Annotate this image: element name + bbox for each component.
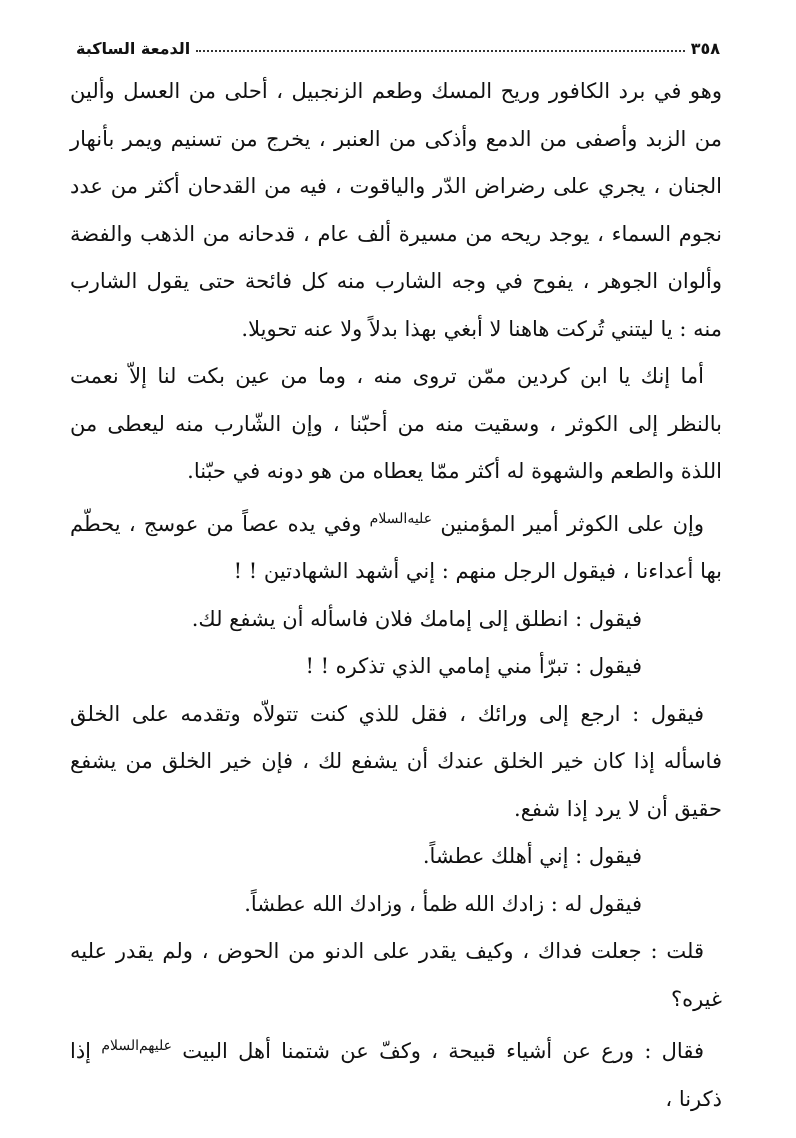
page-number: ٣٥٨ [690,39,720,58]
paragraph-10 [70,1023,722,1123]
paragraph-3-text-c: أعداءنا ، فيقول الرجل منهم : إني أشهد الشهادتين ! ! [233,559,694,583]
page-header [76,28,720,58]
paragraph-9: قلت : جعلت فداك ، وكيف يقدر على الدنو من الحوض ، ولم يقدر عليه غيره؟ [70,939,722,1011]
honorific-symbol: عليهم‌السلام [101,1038,172,1054]
body-text [70,68,722,1123]
paragraph-1: وهو في برد الكافور وريح المسك وطعم الزنجبيل ، أحلى من العسل وألين من الزبد وأصفى من الدمع وأذكى من العنبر ، يخرج من تسنيم ويمر بأنهار الجنان ، يجري على رضراض الدّر والياقوت ، فيه من القدحان أكثر من عدد نجوم السماء ، يوجد ريحه من مسيرة ألف عام ، قدحانه من الذهب والفضة وألوان الجوهر ، يفوح في وجه الشارب منه كل فائحة حتى يقول الشارب منه : يا ليتني تُركت هاهنا لا أبغي بهذا بدلاً ولا عنه تحويلا. [70,79,722,341]
header-dotted-leader [196,50,684,52]
running-title: الدمعة الساكبة [76,39,191,58]
honorific-symbol: عليه‌السلام [369,510,433,527]
paragraph-10-text-a: فقال : ورع عن أشياء قبيحة ، وكفّ عن شتمنا أهل البيت [182,1039,704,1063]
paragraph-10-text-b: إذا ذكرنا ، [70,1039,722,1111]
paragraph-3-text-b: وفي يده عصاً من عوسج ، يحطّم بها [70,511,722,583]
paragraph-8: فيقول له : زادك الله ظمأ ، وزادك الله عطشاً. [244,891,642,916]
paragraph-5: فيقول : تبرّأ مني إمامي الذي تذكره ! ! [305,654,642,678]
paragraph-3 [70,496,722,596]
paragraph-4: فيقول : انطلق إلى إمامك فلان فاسأله أن يشفع لك. [191,606,642,631]
paragraph-7: فيقول : إني أهلك عطشاً. [422,844,642,868]
paragraph-2: أما إنك يا ابن كردين ممّن تروى منه ، وما من عين بكت لنا إلاّ نعمت بالنظر إلى الكوثر ، وسقيت منه من أحبّنا ، وإن الشّارب منه ليعطى من اللذة والطعم والشهوة له أكثر ممّا يعطاه من هو دونه في حبّنا. [70,364,722,483]
paragraph-3-text-a: وإن على الكوثر أمير المؤمنين [440,511,704,536]
paragraph-6: فيقول : ارجع إلى ورائك ، فقل للذي كنت تتولاّه وتقدمه على الخلق فاسأله إذا كان خير الخلق عندك أن يشفع لك ، فإن خير الخلق من يشفع حقيق أن لا يرد إذا شفع. [70,701,722,821]
